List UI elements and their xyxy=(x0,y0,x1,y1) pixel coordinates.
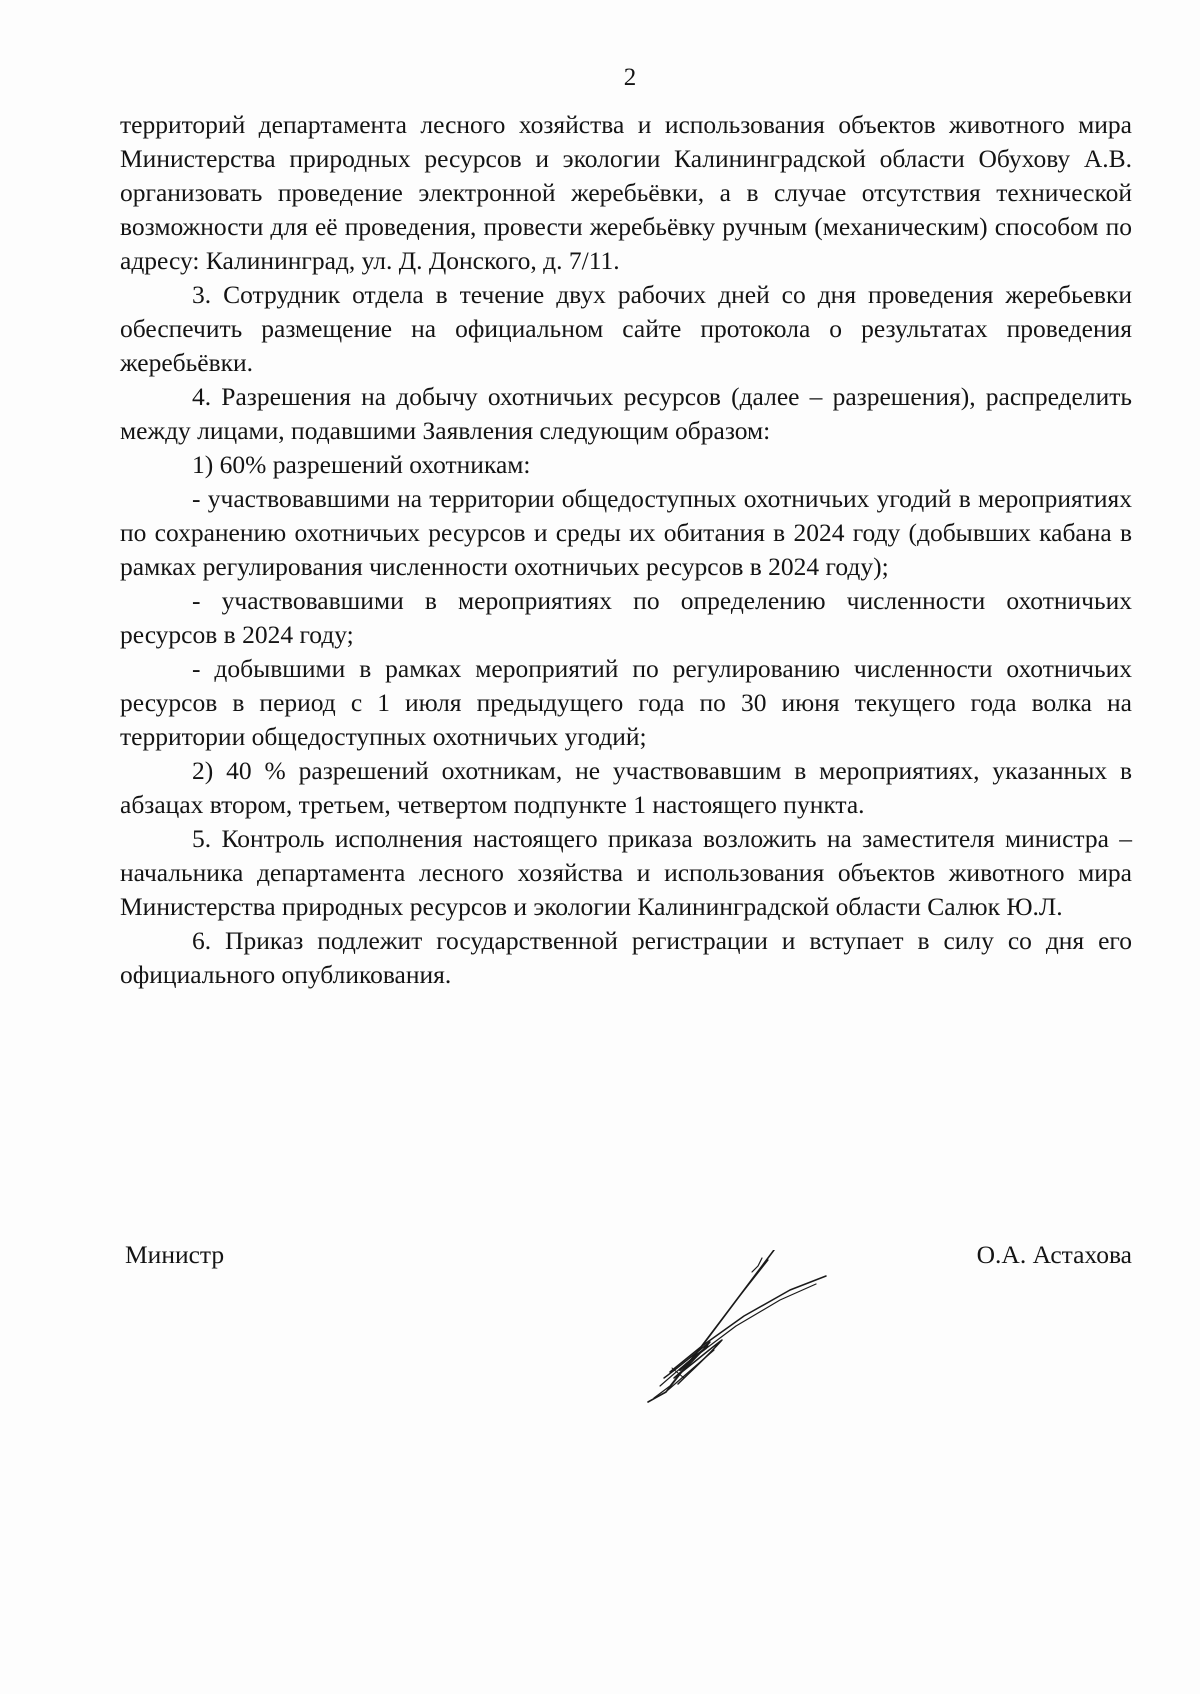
subparagraph-1-dash-2: - участвовавшими в мероприятиях по определению численности охотничьих ресурсов в 2024 году; xyxy=(120,586,1132,649)
paragraph-continuation: территорий департамента лесного хозяйства и использования объектов животного мира Министерства природных ресурсов и экологии Калининградской области Обухову А.В. организовать проведение электронной жеребьёвки, а в случае отсутствия технической возможности для её проведения, провести жеребьёвку ручным (механическим) способом по адресу: Калининград, ул. Д. Донского, д. 7/11. xyxy=(120,110,1132,275)
subparagraph-1-dash-1: - участвовавшими на территории общедоступных охотничьих угодий в мероприятиях по сохранению охотничьих ресурсов и среды их обитания в 2024 году (добывших кабана в рамках регулирования численности охотничьих ресурсов в 2024 году); xyxy=(120,484,1132,581)
document-body xyxy=(120,108,1132,992)
page-number: 2 xyxy=(623,64,637,91)
paragraph-item-4: 4. Разрешения на добычу охотничьих ресурсов (далее – разрешения), распределить между лицами, подавшими Заявления следующим образом: xyxy=(120,382,1132,445)
subparagraph-1-dash-3: - добывшими в рамках мероприятий по регулированию численности охотничьих ресурсов в период с 1 июля предыдущего года по 30 июня текущего года волка на территории общедоступных охотничьих угодий; xyxy=(120,654,1132,751)
subparagraph-1: 1) 60% разрешений охотникам: xyxy=(192,450,531,479)
signature-block xyxy=(120,1240,1132,1280)
signatory-position: Министр xyxy=(125,1240,225,1269)
subparagraph-2: 2) 40 % разрешений охотникам, не участвовавшим в мероприятиях, указанных в абзацах втором, третьем, четвертом подпункте 1 настоящего пункта. xyxy=(120,756,1132,819)
paragraph-item-5: 5. Контроль исполнения настоящего приказа возложить на заместителя министра – начальника департамента лесного хозяйства и использования объектов животного мира Министерства природных ресурсов и экологии Калининградской области Салюк Ю.Л. xyxy=(120,824,1132,921)
paragraph-item-3: 3. Сотрудник отдела в течение двух рабочих дней со дня проведения жеребьевки обеспечить размещение на официальном сайте протокола о результатах проведения жеребьёвки. xyxy=(120,280,1132,377)
signatory-name: О.А. Астахова xyxy=(976,1240,1132,1269)
paragraph-item-6: 6. Приказ подлежит государственной регистрации и вступает в силу со дня его официального опубликования. xyxy=(120,926,1132,989)
handwritten-signature xyxy=(640,1250,840,1410)
